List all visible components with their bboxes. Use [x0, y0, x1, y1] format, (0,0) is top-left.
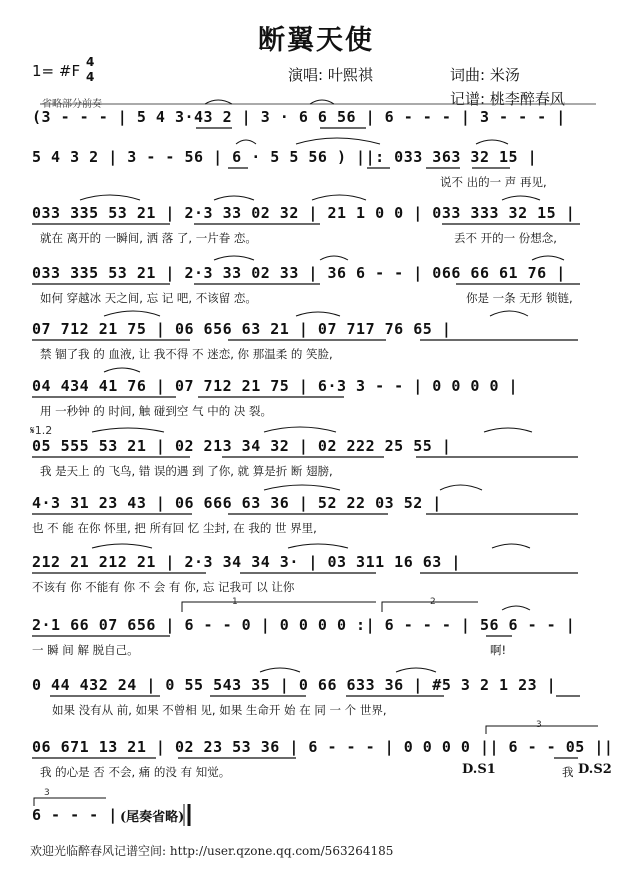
- score-row-9: 212 21 212 21 | 2·3 34 34 3· | 03 311 16 63 |: [32, 553, 461, 571]
- lyric-row-2: 说不 出的一 声 再见,: [440, 175, 547, 189]
- score-row-12: 06 671 13 21 | 02 23 53 36 | 6 - - - | 0 0 0 0 || 6 - - 05 ||: [32, 738, 614, 756]
- singer-credit: 演唱: 叶熙祺: [288, 66, 373, 84]
- score-row-1: (3 - - - | 5 4 3·43 2 | 3 · 6 6 56 | 6 - - - | 3 - - - |: [32, 108, 566, 126]
- footer-link[interactable]: 欢迎光临醉春风记谱空间: http://user.qzone.qq.com/563264185: [30, 844, 394, 858]
- lyric-row-10b: 啊!: [490, 643, 507, 657]
- lyric-row-10a: 一 瞬 间 解 脱自己。: [32, 643, 139, 657]
- lyric-row-5: 禁 锢了我 的 血液, 让 我不得 不 迷恋, 你 那温柔 的 笑脸,: [40, 347, 333, 361]
- score-row-5: 07 712 21 75 | 06 656 63 21 | 07 717 76 65 |: [32, 320, 452, 338]
- volta-2-label: 2: [430, 597, 436, 607]
- slur-arcs: [80, 100, 564, 672]
- lyric-row-8: 也 不 能 在你 怀里, 把 所有回 忆 尘封, 在 我的 世 界里,: [32, 521, 317, 535]
- score-row-6: 04 434 41 76 | 07 712 21 75 | 6·3 3 - - | 0 0 0 0 |: [32, 377, 519, 395]
- outro-omitted: (尾奏省略): [120, 810, 185, 825]
- lyric-row-12: 我 的心是 否 不会, 痛 的没 有 知觉。: [40, 765, 231, 779]
- score-row-3: 033 335 53 21 | 2·3 33 02 32 | 21 1 0 0 | 033 333 32 15 |: [32, 204, 576, 222]
- volta-3-label: 3: [536, 720, 542, 730]
- final-barline: [184, 804, 189, 826]
- lyric-row-11: 如果 没有从 前, 如果 不曾相 见, 如果 生命开 始 在 同 一 个 世界,: [52, 703, 387, 717]
- lyric-row-3a: 就在 离开的 一瞬间, 洒 落 了, 一片眷 恋。: [40, 231, 257, 245]
- score-row-7: 05 555 53 21 | 02 213 34 32 | 02 222 25 55 |: [32, 437, 452, 455]
- volta-1-label: 1: [232, 597, 238, 607]
- lyric-row-4a: 如何 穿越冰 天之间, 忘 记 吧, 不该留 恋。: [40, 291, 257, 305]
- segno-marker: 𝄋1.2: [30, 424, 53, 437]
- ds1-mark: D.S1: [462, 762, 496, 777]
- score-row-8: 4·3 31 23 43 | 06 666 63 36 | 52 22 03 52 |: [32, 494, 442, 512]
- score-row-11: 0 44 432 24 | 0 55 543 35 | 0 66 633 36 | #5 3 2 1 23 |: [32, 676, 557, 694]
- lyric-row-9: 不该有 你 不能有 你 不 会 有 你, 忘 记我可 以 让你: [32, 580, 295, 594]
- ds2-mark: D.S2: [578, 762, 612, 777]
- score-row-2: 5 4 3 2 | 3 - - 56 | 6 · 5 5 56 ) ||: 033 363 32 15 |: [32, 148, 538, 166]
- composer-credit: 词曲: 米汤: [450, 66, 520, 84]
- score-row-13: 6 - - - |: [32, 806, 118, 824]
- lyric-row-7: 我 是天上 的 飞鸟, 错 误的遇 到 了你, 就 算是折 断 翅膀,: [40, 464, 333, 478]
- time-signature-top: 4: [86, 55, 95, 69]
- beam-lines: [32, 128, 580, 758]
- song-title: 断翼天使: [258, 25, 374, 56]
- score-row-10: 2·1 66 07 656 | 6 - - 0 | 0 0 0 0 :| 6 - - - | 56 6 - - |: [32, 616, 576, 634]
- volta-3-end-label: 3: [44, 788, 50, 798]
- lyric-row-6: 用 一秒钟 的 时间, 触 碰到空 气 中的 决 裂。: [40, 404, 273, 418]
- transcriber-credit: 记谱: 桃李醉春风: [450, 90, 565, 108]
- lyric-row-3b: 丢不 开的一 份想念,: [454, 231, 557, 245]
- score-row-4: 033 335 53 21 | 2·3 33 02 33 | 36 6 - - | 066 66 61 76 |: [32, 264, 566, 282]
- ds2-lyric: 我: [562, 765, 574, 779]
- time-signature-bottom: 4: [86, 70, 95, 84]
- lyric-row-4b: 你是 一条 无形 锁链,: [466, 291, 573, 305]
- key-signature: 1= #F: [32, 62, 81, 80]
- volta-brackets: [34, 602, 598, 806]
- intro-omitted-note: 省略部分前奏: [42, 99, 102, 110]
